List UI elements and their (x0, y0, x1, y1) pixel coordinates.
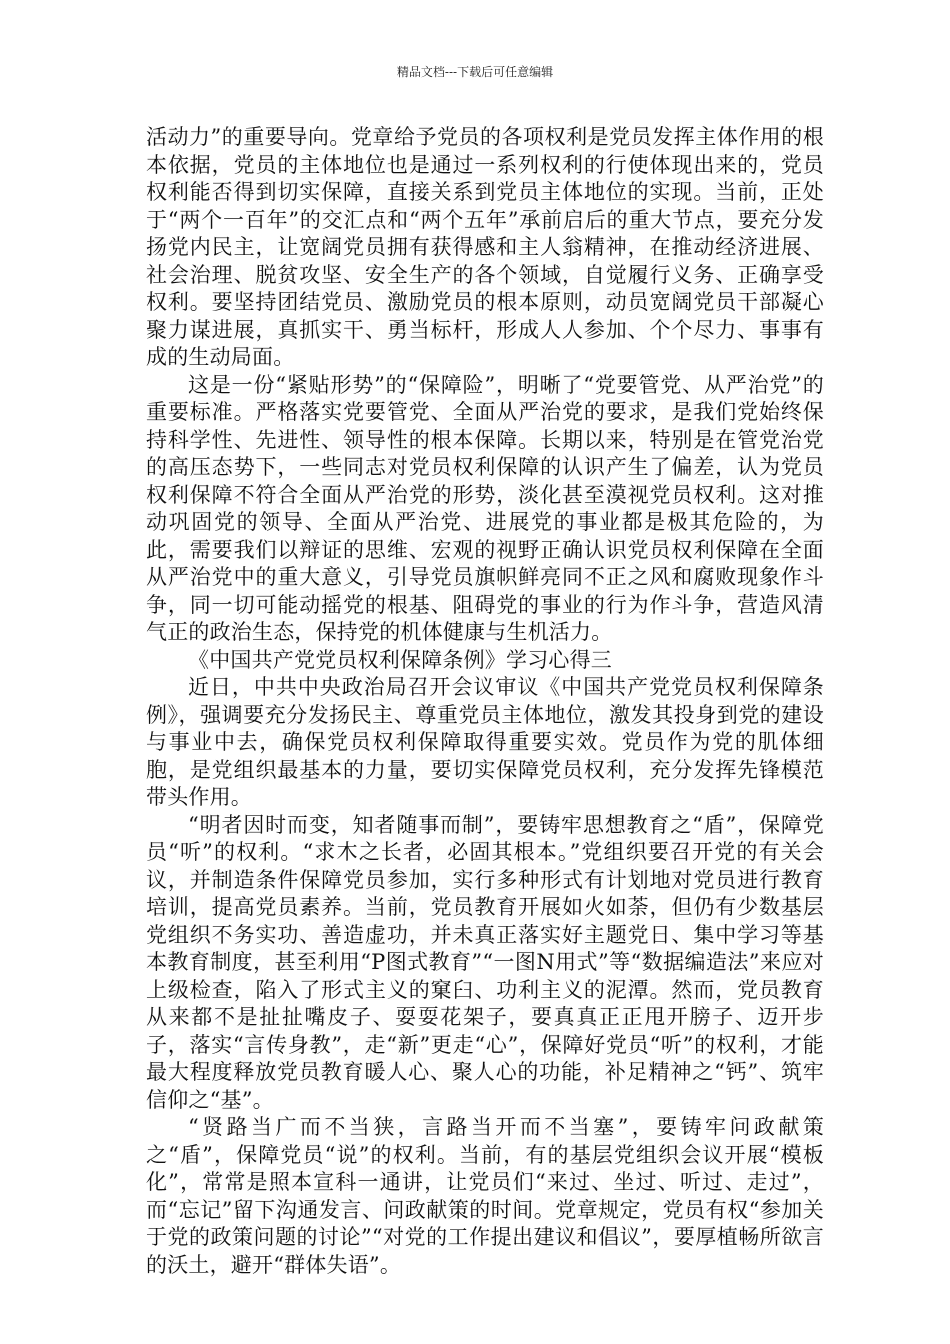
section-heading: 《中国共产党党员权利保障条例》学习心得三 (188, 647, 612, 672)
page-header: 精品文档---下载后可任意编辑 (396, 65, 554, 79)
paragraph-2: 这是一份“紧贴形势”的“保障险”，明晰了“党要管党、从严治党”的重要标准。严格落实党要管党、全面从严治党的要求，是我们党始终保持科学性、先进性、领导性的根本保障。长期以来，特别是在管党治党的高压态势下，一些同志对党员权利保障的认识产生了偏差，认为党员权利保障不符合全面从严治党的形势，淡化甚至漠视党员权利。这对推动巩固党的领导、全面从严治党、进展党的事业都是极其危险的，为此，需要我们以辩证的思维、宏观的视野正确认识党员权利保障在全面从严治党中的重大意义，引导党员旗帜鲜亮同不正之风和腐败现象作斗争，同一切可能动摇党的根基、阻碍党的事业的行为作斗争，营造风清气正的政治生态，保持党的机体健康与生机活力。 (146, 372, 824, 644)
paragraph-5: “贤路当广而不当狭，言路当开而不当塞”，要铸牢问政献策之“盾”，保障党员“说”的权利。当前，有的基层党组织会议开展“模板化”，常常是照本宣科一通讲，让党员们“来过、坐过、听过、走过”，而“忘记”留下沟通发言、问政献策的时间。党章规定，党员有权“参加关于党的政策问题的讨论”“对党的工作提出建议和倡议”，要厚植畅所欲言的沃土，避开“群体失语”。 (146, 1115, 824, 1277)
paragraph-1: 活动力”的重要导向。党章给予党员的各项权利是党员发挥主体作用的根本依据，党员的主体地位也是通过一系列权利的行使体现出来的，党员权利能否得到切实保障，直接关系到党员主体地位的实现。当前，正处于“两个一百年”的交汇点和“两个五年”承前启后的重大节点，要充分发扬党内民主，让宽阔党员拥有获得感和主人翁精神，在推动经济进展、社会治理、脱贫攻坚、安全生产的各个领域，自觉履行义务、正确享受权利。要坚持团结党员、激励党员的根本原则，动员宽阔党员干部凝心聚力谋进展，真抓实干、勇当标杆，形成人人参加、个个尽力、事事有成的生动局面。 (146, 125, 824, 369)
document-body (146, 124, 824, 1279)
paragraph-4: “明者因时而变，知者随事而制”，要铸牢思想教育之“盾”，保障党员“听”的权利。“求木之长者，必固其根本。”党组织要召开党的有关会议，并制造条件保障党员参加，实行多种形式有计划地对党员进行教育培训，提高党员素养。当前，党员教育开展如火如荼，但仍有少数基层党组织不务实功、善造虚功，并未真正落实好主题党日、集中学习等基本教育制度，甚至利用“P图式教育”“一图N用式”等“数据编造法”来应对上级检查，陷入了形式主义的窠臼、功利主义的泥潭。然而，党员教育从来都不是扯扯嘴皮子、耍耍花架子，要真真正正甩开膀子、迈开步子，落实“言传身教”，走“新”更走“心”，保障好党员“听”的权利，才能最大程度释放党员教育暖人心、聚人心的功能，补足精神之“钙”、筑牢信仰之“基”。 (146, 812, 824, 1112)
paragraph-3: 近日，中共中央政治局召开会议审议《中国共产党党员权利保障条例》，强调要充分发扬民主、尊重党员主体地位，激发其投身到党的建设与事业中去，确保党员权利保障取得重要实效。党员作为党的肌体细胞，是党组织最基本的力量，要切实保障党员权利，充分发挥先锋模范带头作用。 (146, 675, 824, 809)
